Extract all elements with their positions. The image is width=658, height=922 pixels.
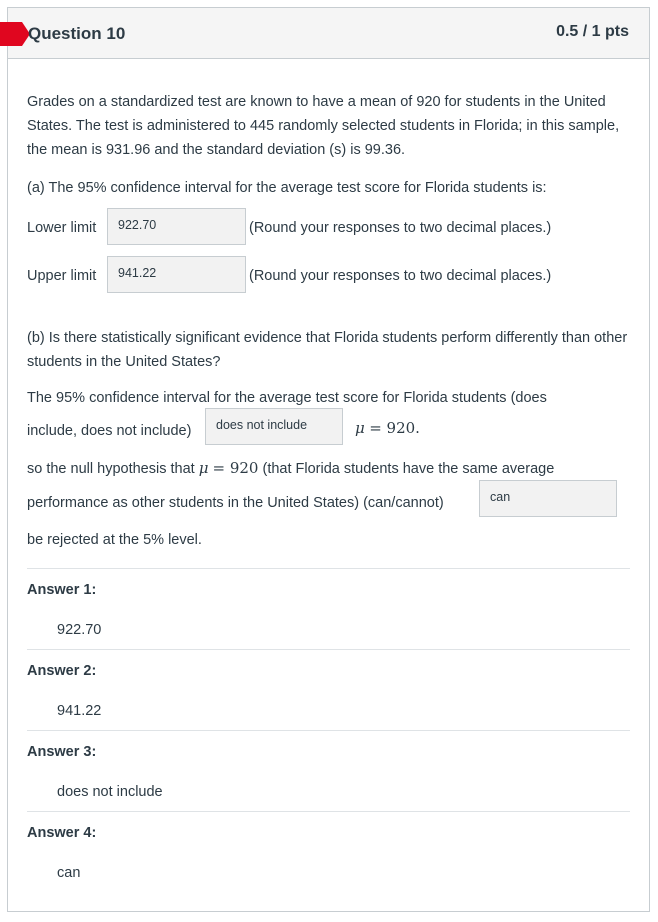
answer-value: 941.22	[57, 703, 102, 719]
ci-statement-line1: The 95% confidence interval for the average test score for Florida students (does	[27, 390, 547, 406]
question-points: 0.5 / 1 pts	[556, 23, 629, 40]
question-intro: Grades on a standardized test are known to have a mean of 920 for students in the United States. The test is administered to 445 randomly selected students in Florida; in this sample, the mean is 931.96 and the standard deviation (s) is 99.36.	[27, 94, 620, 158]
question-title: Question 10	[28, 24, 126, 43]
lower-round-note: (Round your responses to two decimal places.)	[249, 220, 552, 236]
answer-label: Answer 2:	[27, 663, 97, 679]
lower-limit-label: Lower limit	[27, 220, 97, 236]
answer-label: Answer 4:	[27, 825, 97, 841]
lower-limit-answer[interactable]: 922.70	[107, 208, 246, 245]
null-suffix: (that Florida students have the same average	[262, 461, 555, 477]
answer-item-2	[27, 649, 630, 730]
answer-value: can	[57, 865, 81, 881]
upper-round-note: (Round your responses to two decimal places.)	[249, 268, 552, 284]
mu-symbol-2: μ	[198, 459, 209, 477]
answer-value: 922.70	[57, 622, 102, 638]
can-answer[interactable]: can	[479, 480, 617, 517]
part-a-prompt: (a) The 95% confidence interval for the average test score for Florida students is:	[27, 180, 547, 196]
question-header	[8, 8, 649, 59]
performance-line: performance as other students in the United States) (can/cannot)	[27, 495, 444, 511]
question-card	[7, 7, 650, 912]
lower-limit-row	[27, 208, 637, 244]
answer-label: Answer 3:	[27, 744, 97, 760]
answer-item-1	[27, 568, 630, 649]
mu-symbol: μ	[355, 419, 365, 437]
mu-equation	[355, 419, 420, 438]
mu-equals-920: = 920.	[369, 419, 420, 437]
answer-item-3	[27, 730, 630, 811]
answers-list	[27, 568, 630, 892]
upper-limit-row	[27, 256, 637, 292]
answer-label: Answer 1:	[27, 582, 97, 598]
upper-limit-answer[interactable]: 941.22	[107, 256, 246, 293]
reject-line: be rejected at the 5% level.	[27, 532, 202, 548]
upper-limit-label: Upper limit	[27, 268, 97, 284]
answer-item-4	[27, 811, 630, 892]
part-b-prompt: (b) Is there statistically significant evidence that Florida students perform differently than other students in the United States?	[27, 330, 628, 370]
null-prefix: so the null hypothesis that	[27, 461, 195, 477]
answer-value: does not include	[57, 784, 163, 800]
null-equals-920: = 920	[212, 459, 259, 477]
null-hypothesis-line	[27, 456, 554, 481]
include-answer[interactable]: does not include	[205, 408, 343, 445]
ci-statement-line2	[27, 419, 191, 443]
ci-options-text: include, does not include)	[27, 423, 192, 439]
